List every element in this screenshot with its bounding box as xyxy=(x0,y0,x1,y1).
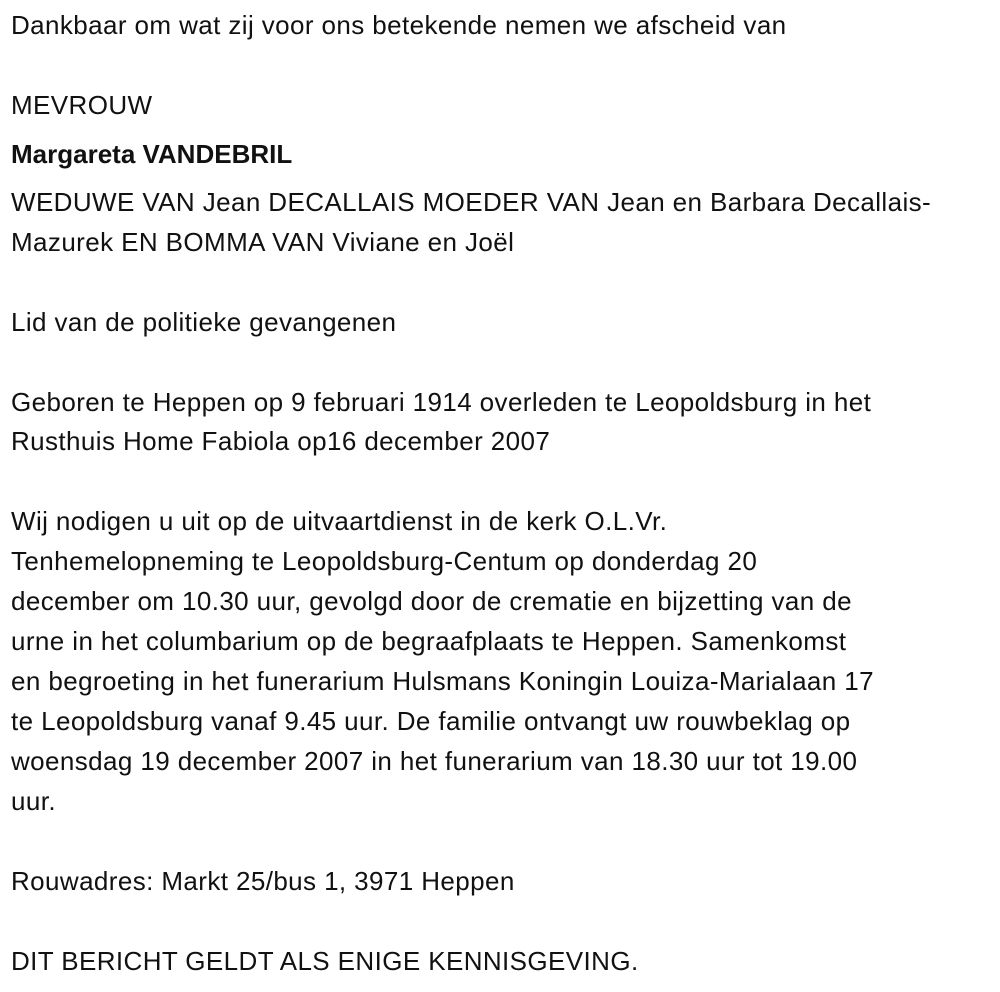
relations-line: WEDUWE VAN Jean DECALLAIS MOEDER VAN Jean en Barbara Decallais- xyxy=(11,187,932,217)
ceremony-line: Tenhemelopneming te Leopoldsburg-Centum op donderdag 20 xyxy=(11,546,758,576)
address-text: Rouwadres: Markt 25/bus 1, 3971 Heppen xyxy=(11,866,515,896)
ceremony-line: te Leopoldsburg vanaf 9.45 uur. De familie ontvangt uw rouwbeklag op xyxy=(11,706,851,736)
relations-line: Mazurek EN BOMMA VAN Viviane en Joël xyxy=(11,227,515,257)
ceremony-line: Wij nodigen u uit op de uitvaartdienst in de kerk O.L.Vr. xyxy=(11,506,668,536)
ceremony-line: urne in het columbarium op de begraafplaats te Heppen. Samenkomst xyxy=(11,626,847,656)
membership-text: Lid van de politieke gevangenen xyxy=(11,307,397,337)
intro-text: Dankbaar om wat zij voor ons betekende nemen we afscheid van xyxy=(11,10,787,40)
notice-text: DIT BERICHT GELDT ALS ENIGE KENNISGEVING. xyxy=(11,946,639,976)
ceremony-line: en begroeting in het funerarium Hulsmans Koningin Louiza-Marialaan 17 xyxy=(11,666,874,696)
ceremony-line: uur. xyxy=(11,786,56,816)
ceremony-line: december om 10.30 uur, gevolgd door de crematie en bijzetting van de xyxy=(11,586,852,616)
birth-death-line: Geboren te Heppen op 9 februari 1914 overleden te Leopoldsburg in het xyxy=(11,387,872,417)
birth-death-line: Rusthuis Home Fabiola op16 december 2007 xyxy=(11,426,551,456)
title-text: MEVROUW xyxy=(11,90,153,120)
ceremony-line: woensdag 19 december 2007 in het funerarium van 18.30 uur tot 19.00 xyxy=(11,746,858,776)
deceased-name: Margareta VANDEBRIL xyxy=(11,139,293,169)
